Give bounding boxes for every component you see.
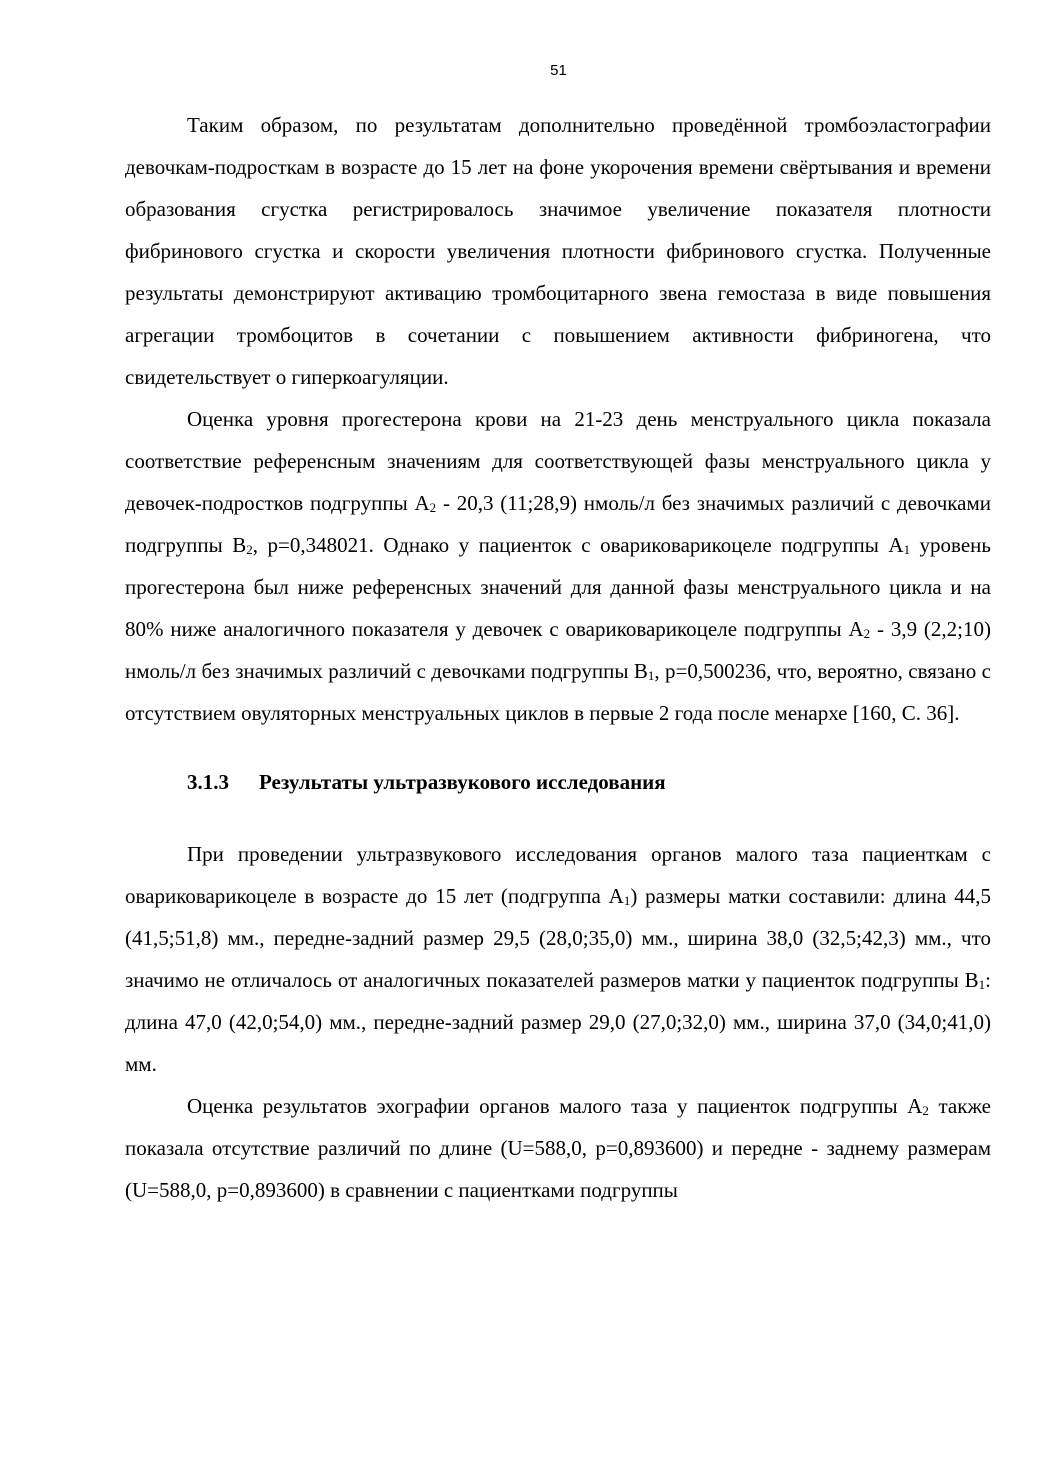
paragraph-text: : длина 47,0 (42,0;54,0) мм., передне-задний размер 29,0 (27,0;32,0) мм., ширина 37,0 (34,0;41,0) мм.	[125, 968, 991, 1076]
paragraph-text: также показала отсутствие различий по длине (U=588,0, р=0,893600) и передне - заднему размерам (U=588,0, р=0,893600) в сравнении с пациентками подгруппы	[125, 1094, 991, 1202]
paragraph-progesterone	[125, 398, 991, 734]
paragraph-thromboelastography-conclusion: Таким образом, по результатам дополнительно проведённой тромбоэластографии девочкам-подросткам в возрасте до 15 лет на фоне укорочения времени свёртывания и времени образования сгустка регистрировалось значимое увеличение показателя плотности фибринового сгустка и скорости увеличения плотности фибринового сгустка. Полученные результаты демонстрируют активацию тромбоцитарного звена гемостаза в виде повышения агрегации тромбоцитов в сочетании с повышением активности фибриногена, что свидетельствует о гиперкоагуляции.	[125, 113, 991, 389]
paragraph-text: , р=0,500236, что, вероятно, связано с отсутствием овуляторных менструальных циклов в первые 2 года после менархе [160, С. 36].	[125, 659, 991, 725]
subscript: 2	[863, 626, 871, 641]
subscript: 2	[922, 1103, 929, 1118]
paragraph-text: - 3,9 (2,2;10) нмоль/л без значимых различий с девочками подгруппы В	[125, 617, 991, 683]
section-number: 3.1.3	[187, 770, 229, 794]
paragraph-text: Оценка результатов эхографии органов малого таза у пациенток подгруппы А	[187, 1094, 923, 1118]
paragraph-text: Оценка уровня прогестерона крови на 21-23 день менструального цикла показала соответствие референсным значениям для соответствующей фазы менструального цикла у девочек-подростков подгруппы А	[125, 407, 991, 515]
page-number: 51	[550, 62, 567, 79]
paragraph-text: , р=0,348021. Однако у пациенток с овариковарикоцеле подгруппы А	[252, 533, 904, 557]
subscript: 1	[903, 542, 911, 557]
paragraph-echography	[125, 1085, 991, 1211]
paragraph-ultrasound-uterus	[125, 833, 991, 1085]
subscript: 2	[246, 542, 253, 557]
subscript: 1	[647, 668, 655, 683]
document-body	[125, 104, 991, 1211]
subscript: 2	[429, 500, 437, 515]
paragraph-text: уровень прогестерона был ниже референсных значений для данной фазы менструального цикла и на 80% ниже аналогичного показателя у девочек с овариковарикоцеле подгруппы А	[125, 533, 991, 641]
paragraph-text: ) размеры матки составили: длина 44,5 (41,5;51,8) мм., передне-задний размер 29,5 (28,0;35,0) мм., ширина 38,0 (32,5;42,3) мм., что значимо не отличалось от аналогичных показателей размеров матки у пациенток подгруппы В	[125, 884, 991, 992]
subscript: 1	[978, 977, 986, 992]
section-heading	[125, 761, 991, 803]
section-title: Результаты ультразвукового исследования	[259, 770, 666, 794]
paragraph-text: - 20,3 (11;28,9) нмоль/л без значимых различий с девочками подгруппы В	[125, 491, 992, 557]
subscript: 1	[623, 893, 631, 908]
paragraph-text: При проведении ультразвукового исследования органов малого таза пациенткам с овариковарикоцеле в возрасте до 15 лет (подгруппа А	[125, 842, 991, 908]
